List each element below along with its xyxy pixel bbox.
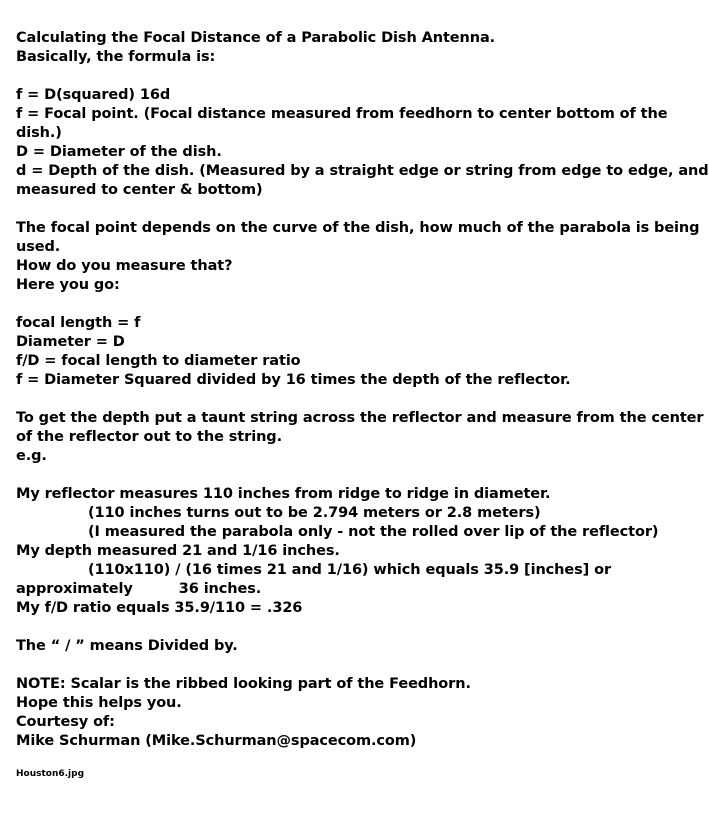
document-title: Calculating the Focal Distance of a Parabolic Dish Antenna. bbox=[16, 30, 496, 46]
ratio-line: f/D = focal length to diameter ratio bbox=[16, 353, 301, 369]
definition-diameter: D = Diameter of the dish. bbox=[16, 144, 222, 160]
depth-instructions: To get the depth put a taunt string across the reflector and measure from the center bbox=[16, 410, 704, 426]
example-calculation: (110x110) / (16 times 21 and 1/16) which equals 35.9 [inches] or bbox=[88, 562, 612, 578]
formula-explained-line: f = Diameter Squared divided by 16 times the depth of the reflector. bbox=[16, 372, 571, 388]
image-caption: Houston6.jpg bbox=[16, 769, 85, 779]
scalar-note: NOTE: Scalar is the ribbed looking part of the Feedhorn. bbox=[16, 676, 471, 692]
courtesy-line: Courtesy of: bbox=[16, 714, 115, 730]
example-ratio: My f/D ratio equals 35.9/110 = .326 bbox=[16, 600, 303, 616]
approx-value: 36 inches. bbox=[178, 581, 262, 597]
focal-length-line: focal length = f bbox=[16, 315, 141, 331]
paragraph-focal-point-cont: used. bbox=[16, 239, 61, 255]
formula-line: f = D(squared) 16d bbox=[16, 87, 171, 103]
depth-instructions-cont: of the reflector out to the string. bbox=[16, 429, 282, 445]
approx-word: approximately bbox=[16, 581, 133, 597]
diameter-line: Diameter = D bbox=[16, 334, 125, 350]
example-depth: My depth measured 21 and 1/16 inches. bbox=[16, 543, 340, 559]
example-diameter: My reflector measures 110 inches from ridge to ridge in diameter. bbox=[16, 486, 551, 502]
definition-depth: d = Depth of the dish. (Measured by a straight edge or string from edge to edge, and bbox=[16, 163, 709, 179]
here-you-go-line: Here you go: bbox=[16, 277, 120, 293]
definition-depth-cont: measured to center & bottom) bbox=[16, 182, 263, 198]
example-label: e.g. bbox=[16, 448, 47, 464]
example-note: (I measured the parabola only - not the rolled over lip of the reflector) bbox=[88, 524, 659, 540]
example-approx bbox=[16, 580, 261, 599]
intro-line: Basically, the formula is: bbox=[16, 49, 216, 65]
example-meters: (110 inches turns out to be 2.794 meters or 2.8 meters) bbox=[88, 505, 541, 521]
question-line: How do you measure that? bbox=[16, 258, 233, 274]
definition-focal-point-cont: dish.) bbox=[16, 125, 62, 141]
definition-focal-point: f = Focal point. (Focal distance measured from feedhorn to center bottom of the bbox=[16, 106, 668, 122]
hope-line: Hope this helps you. bbox=[16, 695, 182, 711]
divided-by-note: The “ / ” means Divided by. bbox=[16, 638, 238, 654]
author-line: Mike Schurman (Mike.Schurman@spacecom.com) bbox=[16, 733, 417, 749]
paragraph-focal-point: The focal point depends on the curve of the dish, how much of the parabola is being bbox=[16, 220, 700, 236]
